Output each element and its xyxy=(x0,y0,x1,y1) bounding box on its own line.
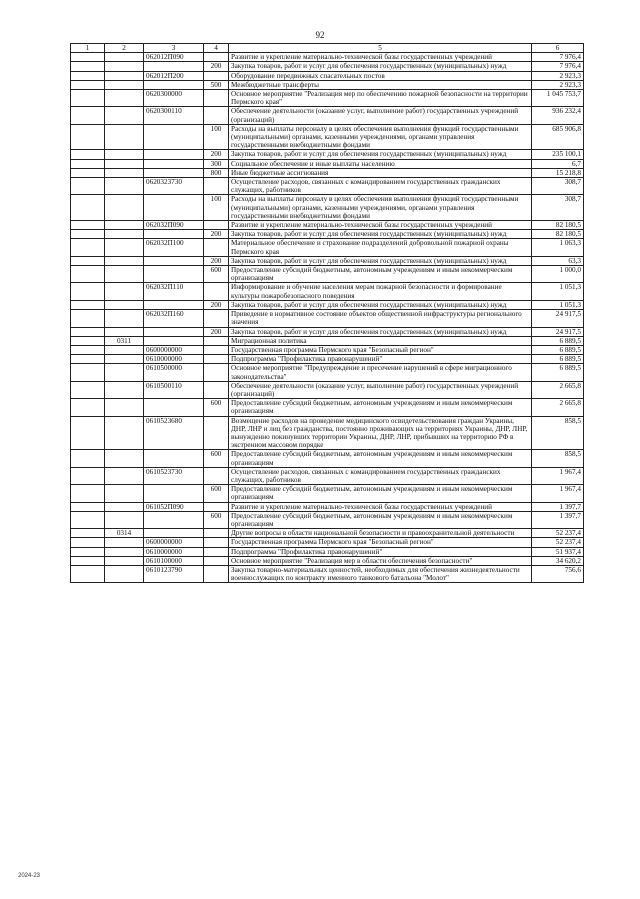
cell-col-4 xyxy=(204,502,229,511)
cell-col-1 xyxy=(71,538,105,547)
cell-col-2 xyxy=(105,450,144,467)
cell-col-6: 7 976,4 xyxy=(532,53,584,62)
cell-col-2 xyxy=(105,538,144,547)
table-row xyxy=(71,310,584,327)
cell-col-3 xyxy=(144,124,204,150)
cell-col-1 xyxy=(71,256,105,265)
cell-col-3: 062012П090 xyxy=(144,53,204,62)
cell-col-4 xyxy=(204,547,229,556)
cell-col-4: 500 xyxy=(204,80,229,89)
cell-col-4 xyxy=(204,416,229,450)
cell-col-6: 1 397,7 xyxy=(532,502,584,511)
table-row xyxy=(71,124,584,150)
page-number: 92 xyxy=(315,30,325,40)
cell-col-2 xyxy=(105,90,144,107)
cell-col-3: 0610500000 xyxy=(144,364,204,381)
cell-col-1 xyxy=(71,239,105,256)
table-row xyxy=(71,71,584,80)
cell-col-6: 1 397,7 xyxy=(532,511,584,528)
cell-col-1 xyxy=(71,327,105,336)
cell-col-6: 1 051,3 xyxy=(532,283,584,300)
cell-col-1 xyxy=(71,399,105,416)
cell-col-4: 800 xyxy=(204,168,229,177)
table-row xyxy=(71,283,584,300)
table-row xyxy=(71,80,584,89)
cell-col-4: 600 xyxy=(204,266,229,283)
cell-col-3: 0610123790 xyxy=(144,565,204,582)
cell-col-4: 300 xyxy=(204,159,229,168)
cell-col-6: 24 917,5 xyxy=(532,310,584,327)
table-row xyxy=(71,221,584,230)
cell-col-5: Социальное обеспечение и иные выплаты населению xyxy=(229,159,532,168)
cell-col-5: Расходы на выплаты персоналу в целях обеспечения выполнения функций государственными (муниципальными) органами, казенными учреждениями, органами управления государственными внебюджетными фондами xyxy=(229,195,532,221)
cell-col-4 xyxy=(204,71,229,80)
cell-col-4: 200 xyxy=(204,230,229,239)
cell-col-5: Другие вопросы в области национальной безопасности и правоохранительной деятельности xyxy=(229,529,532,538)
cell-col-3 xyxy=(144,159,204,168)
cell-col-6: 308,7 xyxy=(532,195,584,221)
cell-col-3 xyxy=(144,195,204,221)
cell-col-1 xyxy=(71,178,105,195)
cell-col-2 xyxy=(105,124,144,150)
cell-col-4: 600 xyxy=(204,450,229,467)
cell-col-5: Закупка товарно-материальных ценностей, необходимых для обеспечения жизнедеятельности военнослужащих по контракту именного танкового батальона "Молот" xyxy=(229,565,532,582)
cell-col-5: Государственная программа Пермского края "Безопасный регион" xyxy=(229,345,532,354)
cell-col-3 xyxy=(144,450,204,467)
table-row xyxy=(71,53,584,62)
cell-col-3: 062032П100 xyxy=(144,239,204,256)
cell-col-4 xyxy=(204,239,229,256)
cell-col-4: 200 xyxy=(204,62,229,71)
cell-col-6: 2 665,8 xyxy=(532,381,584,398)
cell-col-5: Материальное обеспечение и страхование подразделений добровольной пожарной охраны Пермского края xyxy=(229,239,532,256)
table-row xyxy=(71,467,584,484)
column-header-1: 1 xyxy=(71,44,105,53)
cell-col-3 xyxy=(144,150,204,159)
table-row xyxy=(71,107,584,124)
cell-col-5: Закупка товаров, работ и услуг для обеспечения государственных (муниципальных) нужд xyxy=(229,300,532,309)
cell-col-1 xyxy=(71,547,105,556)
cell-col-3: 062032П160 xyxy=(144,310,204,327)
cell-col-3: 062032П110 xyxy=(144,283,204,300)
cell-col-2 xyxy=(105,62,144,71)
cell-col-4 xyxy=(204,565,229,582)
cell-col-5: Основное мероприятие "Реализация мер в области обеспечения безопасности" xyxy=(229,556,532,565)
cell-col-4 xyxy=(204,283,229,300)
cell-col-5: Предоставление субсидий бюджетным, автономным учреждениям и иным некоммерческим организациям xyxy=(229,266,532,283)
table-row xyxy=(71,336,584,345)
cell-col-2 xyxy=(105,485,144,502)
cell-col-1 xyxy=(71,71,105,80)
cell-col-5: Подпрограмма "Профилактика правонарушений" xyxy=(229,355,532,364)
cell-col-2 xyxy=(105,345,144,354)
footer-code: 2024-23 xyxy=(18,873,41,879)
cell-col-6: 51 937,4 xyxy=(532,547,584,556)
cell-col-1 xyxy=(71,90,105,107)
column-header-3: 3 xyxy=(144,44,204,53)
cell-col-2 xyxy=(105,178,144,195)
table-row xyxy=(71,159,584,168)
table-row xyxy=(71,345,584,354)
cell-col-1 xyxy=(71,364,105,381)
cell-col-6: 82 180,5 xyxy=(532,230,584,239)
cell-col-4 xyxy=(204,53,229,62)
cell-col-4 xyxy=(204,381,229,398)
cell-col-5: Основное мероприятие "Предупреждение и пресечение нарушений в сфере миграционного законодательства" xyxy=(229,364,532,381)
cell-col-3: 0620323730 xyxy=(144,178,204,195)
cell-col-4 xyxy=(204,538,229,547)
cell-col-1 xyxy=(71,336,105,345)
cell-col-2 xyxy=(105,310,144,327)
cell-col-1 xyxy=(71,221,105,230)
cell-col-5: Миграционная политика xyxy=(229,336,532,345)
cell-col-5: Развитие и укрепление материально-технической базы государственных учреждений xyxy=(229,221,532,230)
table-row xyxy=(71,450,584,467)
cell-col-4: 100 xyxy=(204,195,229,221)
cell-col-3 xyxy=(144,256,204,265)
cell-col-2 xyxy=(105,168,144,177)
cell-col-1 xyxy=(71,467,105,484)
cell-col-5: Развитие и укрепление материально-технической базы государственных учреждений xyxy=(229,53,532,62)
table-row xyxy=(71,364,584,381)
cell-col-5: Развитие и укрепление материально-технической базы государственных учреждений xyxy=(229,502,532,511)
cell-col-2 xyxy=(105,150,144,159)
cell-col-6: 6 889,5 xyxy=(532,336,584,345)
cell-col-4 xyxy=(204,529,229,538)
cell-col-6: 235 100,1 xyxy=(532,150,584,159)
cell-col-5: Обеспечение деятельности (оказание услуг, выполнение работ) государственных учреждений (организаций) xyxy=(229,381,532,398)
cell-col-3 xyxy=(144,529,204,538)
cell-col-2 xyxy=(105,195,144,221)
cell-col-2 xyxy=(105,300,144,309)
cell-col-3 xyxy=(144,399,204,416)
cell-col-6: 756,6 xyxy=(532,565,584,582)
table-row xyxy=(71,178,584,195)
cell-col-6: 2 923,3 xyxy=(532,71,584,80)
cell-col-4 xyxy=(204,355,229,364)
cell-col-6: 34 620,2 xyxy=(532,556,584,565)
cell-col-2 xyxy=(105,107,144,124)
table-row xyxy=(71,538,584,547)
cell-col-6: 63,3 xyxy=(532,256,584,265)
cell-col-3: 0620300110 xyxy=(144,107,204,124)
cell-col-6: 858,5 xyxy=(532,450,584,467)
table-row xyxy=(71,256,584,265)
cell-col-5: Основное мероприятие "Реализация мер по обеспечению пожарной безопасности на территории Пермского края" xyxy=(229,90,532,107)
cell-col-6: 1 967,4 xyxy=(532,467,584,484)
cell-col-6: 858,5 xyxy=(532,416,584,450)
cell-col-5: Закупка товаров, работ и услуг для обеспечения государственных (муниципальных) нужд xyxy=(229,150,532,159)
table-body xyxy=(71,53,584,583)
cell-col-5: Предоставление субсидий бюджетным, автономным учреждениям и иным некоммерческим организациям xyxy=(229,450,532,467)
cell-col-2 xyxy=(105,399,144,416)
cell-col-2 xyxy=(105,416,144,450)
table-row xyxy=(71,511,584,528)
cell-col-3: 0610100000 xyxy=(144,556,204,565)
cell-col-2 xyxy=(105,556,144,565)
cell-col-4: 600 xyxy=(204,511,229,528)
table-row xyxy=(71,399,584,416)
cell-col-1 xyxy=(71,300,105,309)
table-row xyxy=(71,62,584,71)
cell-col-4 xyxy=(204,107,229,124)
column-header-6: 6 xyxy=(532,44,584,53)
column-header-4: 4 xyxy=(204,44,229,53)
cell-col-5: Государственная программа Пермского края "Безопасный регион" xyxy=(229,538,532,547)
table-row xyxy=(71,327,584,336)
cell-col-1 xyxy=(71,502,105,511)
cell-col-5: Возмещение расходов на проведение медицинского освидетельствования граждан Украины, ДНР, ЛНР и лиц без гражданства, постоянно проживающих на территориях Украины, ДНР, ЛНР, вынужденно покинувших территории Украины, ДНР, ЛНР, прибывших на территорию РФ в экстренном массовом порядке xyxy=(229,416,532,450)
cell-col-3: 062012П200 xyxy=(144,71,204,80)
cell-col-4: 200 xyxy=(204,150,229,159)
cell-col-1 xyxy=(71,80,105,89)
budget-table xyxy=(70,43,584,583)
table-row xyxy=(71,168,584,177)
cell-col-2 xyxy=(105,266,144,283)
cell-col-3: 062032П090 xyxy=(144,221,204,230)
cell-col-1 xyxy=(71,62,105,71)
cell-col-1 xyxy=(71,511,105,528)
cell-col-1 xyxy=(71,565,105,582)
table-row xyxy=(71,556,584,565)
cell-col-5: Закупка товаров, работ и услуг для обеспечения государственных (муниципальных) нужд xyxy=(229,62,532,71)
cell-col-2 xyxy=(105,565,144,582)
column-header-5: 5 xyxy=(229,44,532,53)
cell-col-1 xyxy=(71,124,105,150)
cell-col-2 xyxy=(105,502,144,511)
cell-col-4 xyxy=(204,345,229,354)
cell-col-4 xyxy=(204,467,229,484)
table-row xyxy=(71,195,584,221)
cell-col-2 xyxy=(105,256,144,265)
cell-col-5: Осуществление расходов, связанных с командированием государственных гражданских служащих, работников xyxy=(229,467,532,484)
cell-col-3 xyxy=(144,168,204,177)
cell-col-4: 200 xyxy=(204,256,229,265)
cell-col-3: 0600000000 xyxy=(144,538,204,547)
cell-col-3 xyxy=(144,62,204,71)
cell-col-5: Закупка товаров, работ и услуг для обеспечения государственных (муниципальных) нужд xyxy=(229,256,532,265)
cell-col-5: Закупка товаров, работ и услуг для обеспечения государственных (муниципальных) нужд xyxy=(229,230,532,239)
cell-col-1 xyxy=(71,53,105,62)
cell-col-6: 1 045 753,7 xyxy=(532,90,584,107)
cell-col-3: 0610523680 xyxy=(144,416,204,450)
cell-col-6: 2 665,8 xyxy=(532,399,584,416)
cell-col-5: Иные бюджетные ассигнования xyxy=(229,168,532,177)
cell-col-2 xyxy=(105,381,144,398)
cell-col-1 xyxy=(71,107,105,124)
cell-col-2 xyxy=(105,80,144,89)
cell-col-2: 0314 xyxy=(105,529,144,538)
table-row xyxy=(71,230,584,239)
cell-col-1 xyxy=(71,266,105,283)
cell-col-4 xyxy=(204,221,229,230)
cell-col-2 xyxy=(105,221,144,230)
table-row xyxy=(71,485,584,502)
table-row xyxy=(71,547,584,556)
table-row xyxy=(71,416,584,450)
cell-col-5: Приведение в нормативное состояние объектов общественной инфраструктуры регионального значения xyxy=(229,310,532,327)
cell-col-2 xyxy=(105,327,144,336)
cell-col-1 xyxy=(71,416,105,450)
cell-col-4 xyxy=(204,556,229,565)
cell-col-6: 1 967,4 xyxy=(532,485,584,502)
cell-col-1 xyxy=(71,355,105,364)
cell-col-5: Предоставление субсидий бюджетным, автономным учреждениям и иным некоммерческим организациям xyxy=(229,485,532,502)
cell-col-3 xyxy=(144,230,204,239)
cell-col-4 xyxy=(204,310,229,327)
table-row xyxy=(71,355,584,364)
cell-col-3 xyxy=(144,327,204,336)
cell-col-1 xyxy=(71,150,105,159)
cell-col-3: 061052П090 xyxy=(144,502,204,511)
cell-col-1 xyxy=(71,450,105,467)
cell-col-2 xyxy=(105,159,144,168)
cell-col-1 xyxy=(71,230,105,239)
cell-col-1 xyxy=(71,168,105,177)
cell-col-4 xyxy=(204,336,229,345)
cell-col-6: 936 232,4 xyxy=(532,107,584,124)
cell-col-2 xyxy=(105,230,144,239)
cell-col-5: Предоставление субсидий бюджетным, автономным учреждениям и иным некоммерческим организациям xyxy=(229,399,532,416)
cell-col-3 xyxy=(144,300,204,309)
cell-col-5: Информирование и обучение населения мерам пожарной безопасности и формирование культуры пожаробезопасного поведения xyxy=(229,283,532,300)
cell-col-3 xyxy=(144,485,204,502)
cell-col-5: Подпрограмма "Профилактика правонарушений" xyxy=(229,547,532,556)
cell-col-6: 1 051,3 xyxy=(532,300,584,309)
cell-col-6: 7 976,4 xyxy=(532,62,584,71)
cell-col-6: 6,7 xyxy=(532,159,584,168)
cell-col-2 xyxy=(105,467,144,484)
cell-col-3: 0610000000 xyxy=(144,355,204,364)
cell-col-3: 0610523730 xyxy=(144,467,204,484)
cell-col-2 xyxy=(105,364,144,381)
cell-col-2 xyxy=(105,355,144,364)
cell-col-3: 0620300000 xyxy=(144,90,204,107)
cell-col-6: 15 218,8 xyxy=(532,168,584,177)
cell-col-4: 600 xyxy=(204,399,229,416)
cell-col-1 xyxy=(71,381,105,398)
cell-col-2 xyxy=(105,71,144,80)
cell-col-4 xyxy=(204,364,229,381)
cell-col-1 xyxy=(71,283,105,300)
table-row xyxy=(71,150,584,159)
cell-col-6: 1 000,0 xyxy=(532,266,584,283)
cell-col-5: Межбюджетные трансферты xyxy=(229,80,532,89)
cell-col-1 xyxy=(71,556,105,565)
cell-col-3 xyxy=(144,336,204,345)
cell-col-3 xyxy=(144,511,204,528)
cell-col-5: Предоставление субсидий бюджетным, автономным учреждениям и иным некоммерческим организациям xyxy=(229,511,532,528)
cell-col-1 xyxy=(71,345,105,354)
column-header-2: 2 xyxy=(105,44,144,53)
table-row xyxy=(71,90,584,107)
cell-col-3 xyxy=(144,266,204,283)
table-row xyxy=(71,266,584,283)
cell-col-4: 200 xyxy=(204,327,229,336)
cell-col-1 xyxy=(71,159,105,168)
cell-col-3 xyxy=(144,80,204,89)
cell-col-6: 82 180,5 xyxy=(532,221,584,230)
cell-col-2 xyxy=(105,53,144,62)
cell-col-4: 100 xyxy=(204,124,229,150)
cell-col-2 xyxy=(105,547,144,556)
cell-col-4: 200 xyxy=(204,300,229,309)
table-row xyxy=(71,381,584,398)
table-row xyxy=(71,239,584,256)
cell-col-5: Закупка товаров, работ и услуг для обеспечения государственных (муниципальных) нужд xyxy=(229,327,532,336)
cell-col-4: 600 xyxy=(204,485,229,502)
cell-col-6: 1 063,3 xyxy=(532,239,584,256)
cell-col-6: 52 237,4 xyxy=(532,538,584,547)
cell-col-1 xyxy=(71,485,105,502)
cell-col-5: Расходы на выплаты персоналу в целях обеспечения выполнения функций государственными (муниципальными) органами, казенными учреждениями, органами управления государственными внебюджетными фондами xyxy=(229,124,532,150)
cell-col-6: 6 889,5 xyxy=(532,364,584,381)
table-row xyxy=(71,502,584,511)
cell-col-5: Осуществление расходов, связанных с командированием государственных гражданских служащих, работников xyxy=(229,178,532,195)
cell-col-3: 0610500110 xyxy=(144,381,204,398)
cell-col-6: 2 923,3 xyxy=(532,80,584,89)
table-row xyxy=(71,300,584,309)
cell-col-3: 0600000000 xyxy=(144,345,204,354)
cell-col-5: Оборудование передвижных спасательных постов xyxy=(229,71,532,80)
cell-col-6: 24 917,5 xyxy=(532,327,584,336)
table-row xyxy=(71,565,584,582)
cell-col-2: 0311 xyxy=(105,336,144,345)
cell-col-2 xyxy=(105,511,144,528)
table-header-row xyxy=(71,44,584,53)
cell-col-6: 52 237,4 xyxy=(532,529,584,538)
cell-col-6: 685 906,8 xyxy=(532,124,584,150)
cell-col-6: 6 889,5 xyxy=(532,345,584,354)
cell-col-2 xyxy=(105,283,144,300)
cell-col-1 xyxy=(71,529,105,538)
cell-col-6: 6 889,5 xyxy=(532,355,584,364)
cell-col-6: 308,7 xyxy=(532,178,584,195)
cell-col-2 xyxy=(105,239,144,256)
cell-col-3: 0610000000 xyxy=(144,547,204,556)
cell-col-4 xyxy=(204,90,229,107)
cell-col-1 xyxy=(71,195,105,221)
cell-col-4 xyxy=(204,178,229,195)
cell-col-5: Обеспечение деятельности (оказание услуг, выполнение работ) государственных учреждений (организаций) xyxy=(229,107,532,124)
table-row xyxy=(71,529,584,538)
cell-col-1 xyxy=(71,310,105,327)
